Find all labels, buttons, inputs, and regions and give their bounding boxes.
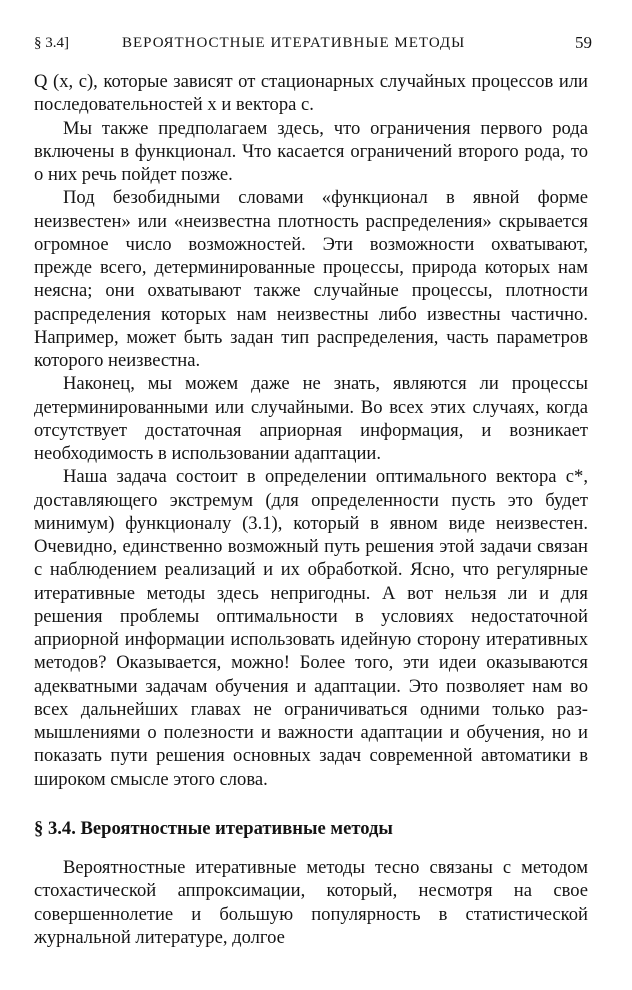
body-text	[34, 70, 588, 791]
section-paragraph-1: Вероятностные итеративные методы тесно связаны с методом стохастической аппроксимации, который, несмотря на свое совершеннолетие и большую популярность в статистической журнальной литературе, долгое	[34, 857, 588, 948]
running-head-section: § 3.4]	[34, 35, 69, 51]
paragraph-3: Под безобидными словами «функционал в явной форме неизвестен» или «неизвестна плотность распределения» скрывается огромное число возможностей. Эти возможности охватывают, прежде всего, детерминированные процессы, природа которых нам неясна; они охватывают также случайные процессы, плотности распределения которых нам неизвестны либо известны частично. Например, может быть задан тип распределения, часть параметров которого неизвестна.	[34, 187, 588, 371]
page-number: 59	[575, 33, 592, 52]
paragraph-2: Мы также предполагаем здесь, что ограничения первого рода включены в функционал. Что касается ограничений второго рода, то о них речь пойдет позже.	[34, 117, 588, 185]
paragraph-1: Q (x, c), которые зависят от стационарных случайных процессов или последовательностей x и вектора c.	[34, 71, 588, 116]
paragraph-5: Наша задача состоит в определении оптимального вектора c*, доставляющего экстремум (для определенности пусть это будет минимум) функционалу (3.1), который в явном виде неизвестен. Очевидно, единственно возможный путь решения этой задачи связан с наблюдением реализаций и их обработкой. Ясно, что регулярные итеративные методы здесь непригодны. А вот нельзя ли и для решения проблемы оптимальности в условиях недостаточной априорной информации использовать идейную сторону итеративных методов? Оказывается, можно! Более того, эти идеи оказываются адекватными задачам обучения и адаптации. Это позволяет нам во всех дальнейших главах не ограничиваться одними только размышлениями о полезности и важности адаптации и обучения, но и показать пути решения основных задач современной автоматики в широком смысле этого слова.	[34, 466, 588, 790]
paragraph-4: Наконец, мы можем даже не знать, являются ли процессы детерминированными или случайными. Во всех этих случаях, когда отсутствует достаточная априорная информация, и возникает необходимость в использовании адаптации.	[34, 373, 588, 464]
running-head-title: ВЕРОЯТНОСТНЫЕ ИТЕРАТИВНЫЕ МЕТОДЫ	[122, 35, 466, 51]
section-body-text	[34, 856, 588, 949]
running-head	[34, 31, 592, 55]
section-heading: § 3.4. Вероятностные итеративные методы	[34, 818, 393, 839]
